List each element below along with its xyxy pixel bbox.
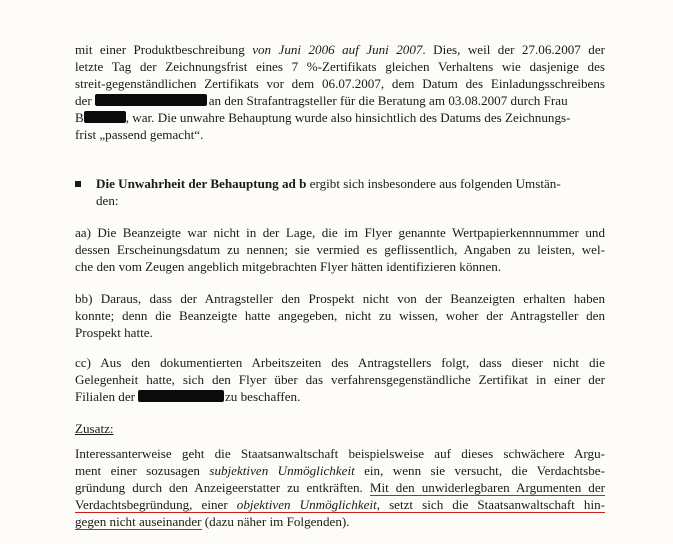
text: B bbox=[75, 110, 84, 125]
italic-date-range: von Juni 2006 auf Juni 2007 bbox=[252, 42, 423, 57]
redaction-bar bbox=[138, 390, 224, 402]
text: Filialen der bbox=[75, 389, 135, 404]
text: Verdachtsbegründung, einer bbox=[75, 497, 237, 512]
text: ergibt sich insbesondere aus folgenden Umstän- bbox=[306, 176, 561, 191]
aa-line-2: dessen Erscheinungsdatum zu nennen; sie vermied es geflissentlich, Angaben zu leisten, wel- bbox=[75, 242, 605, 257]
zusatz-line-5 bbox=[75, 514, 605, 530]
paragraph-1-line-1 bbox=[75, 42, 605, 58]
paragraph-1-line-4 bbox=[75, 93, 605, 109]
bullet-line-1 bbox=[96, 176, 605, 192]
aa-line-3: che den vom Zeugen angeblich mitgebrachten Flyer hätten identifizieren können. bbox=[75, 259, 502, 274]
redaction-bar bbox=[84, 111, 126, 123]
cc-line-3 bbox=[75, 389, 605, 405]
text: gründung durch den Anzeigeerstatter zu entkräften. bbox=[75, 480, 370, 495]
zusatz-line-3 bbox=[75, 480, 605, 496]
zusatz-heading: Zusatz: bbox=[75, 421, 114, 436]
bold-heading: Die Unwahrheit der Behauptung ad b bbox=[96, 176, 307, 191]
paragraph-1-line-6: frist „passend gemacht“. bbox=[75, 127, 204, 142]
bullet-marker bbox=[75, 181, 81, 187]
paragraph-1-line-3: streit-gegenständlichen Zertifikats vor dem 06.07.2007, dem Datum des Einladungsschreibens bbox=[75, 76, 605, 91]
zusatz-line-1: Interessanterweise geht die Staatsanwaltschaft beispielsweise auf dieses schwächere Argu- bbox=[75, 446, 605, 461]
aa-line-1: aa) Die Beanzeigte war nicht in der Lage, die im Flyer genannte Wertpapierkennnummer und bbox=[75, 225, 605, 240]
zusatz-line-2 bbox=[75, 463, 605, 479]
bb-line-1: bb) Daraus, dass der Antragsteller den Prospekt nicht von der Beanzeigten erhalten haben bbox=[75, 291, 605, 306]
cc-line-1: cc) Aus den dokumentierten Arbeitszeiten des Antragstellers folgt, dass dieser nicht die bbox=[75, 355, 605, 370]
text: der bbox=[75, 93, 92, 108]
paragraph-1-line-5 bbox=[75, 110, 605, 126]
red-underlined-text bbox=[75, 497, 605, 513]
text: ment einer sozusagen bbox=[75, 463, 210, 478]
text: . Dies, weil der 27.06.2007 der bbox=[422, 42, 605, 57]
text: mit einer Produktbeschreibung bbox=[75, 42, 253, 57]
text: , war. Die unwahre Behauptung wurde also hinsichtlich des Datums des Zeichnungs- bbox=[125, 110, 571, 125]
cc-line-2: Gelegenheit hatte, sich den Flyer über das verfahrensgegenständliche Zertifikat in einer der bbox=[75, 372, 605, 387]
bb-line-3: Prospekt hatte. bbox=[75, 325, 153, 340]
text: (dazu näher im Folgenden). bbox=[201, 514, 350, 529]
red-underlined-text: gegen nicht auseinander bbox=[75, 514, 202, 529]
text: , setzt sich die Staatsanwaltschaft hin- bbox=[376, 497, 605, 512]
zusatz-line-4 bbox=[75, 497, 605, 513]
paragraph-1-line-2: letzte Tag der Zeichnungsfrist eines 7 %-Zertifikats gleichen Verhaltens wie dasjenige des bbox=[75, 59, 605, 74]
text: zu beschaffen. bbox=[225, 389, 301, 404]
red-underlined-text: Mit den unwiderlegbaren Argumenten der bbox=[369, 480, 605, 495]
text: ein, wenn sie versucht, die Verdachtsbe- bbox=[354, 463, 605, 478]
italic-term: objektiven Unmöglichkeit bbox=[236, 497, 377, 512]
text: an den Strafantragsteller für die Beratung am 03.08.2007 durch Frau bbox=[208, 93, 568, 108]
redaction-bar bbox=[95, 94, 207, 106]
italic-term: subjektiven Unmöglichkeit bbox=[209, 463, 355, 478]
bb-line-2: konnte; denn die Beanzeigte hatte angegeben, nicht zu wissen, woher der Antragsteller den bbox=[75, 308, 605, 323]
bullet-line-2: den: bbox=[96, 193, 119, 208]
